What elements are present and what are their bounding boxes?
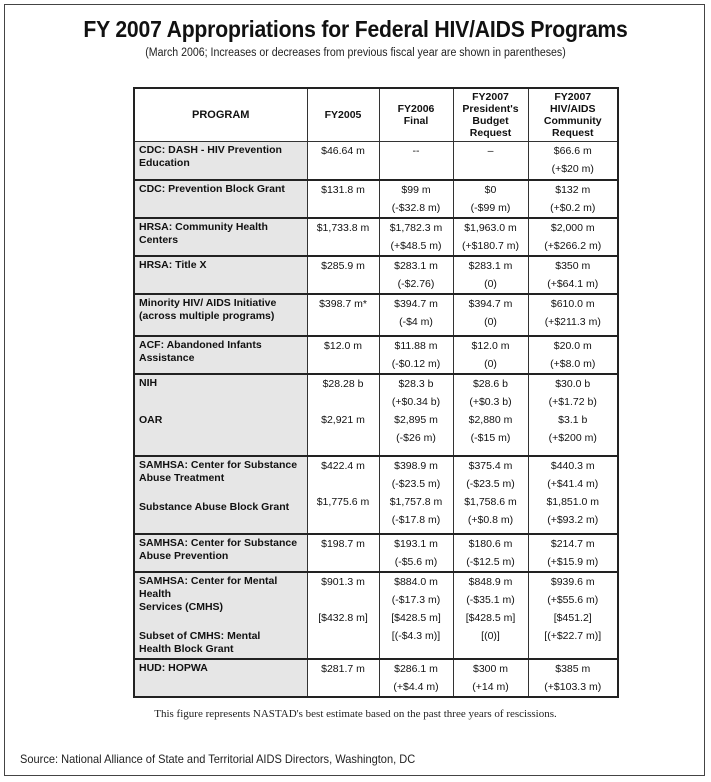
col-header-fy2005: FY2005	[307, 88, 379, 142]
fy2006-change: (-$32.8 m)	[391, 201, 441, 214]
fy2005-value: $12.0 m	[324, 339, 362, 352]
fy2005-value: $398.7 m*	[319, 297, 367, 310]
page-subtitle: (March 2006; Increases or decreases from previous fiscal year are shown in parentheses)	[145, 47, 566, 59]
fy2006-change: (-$17.3 m)	[391, 593, 441, 606]
pres-value: $394.7 m	[468, 297, 513, 310]
value-cell-comm	[528, 659, 618, 697]
fy2006-value: $884.0 m	[394, 575, 438, 588]
value-stack	[308, 660, 379, 696]
value-stack	[454, 257, 528, 293]
fy2005-value: $901.3 m	[321, 575, 365, 588]
comm-value: $3.1 b	[558, 413, 588, 426]
value-stack	[529, 181, 618, 217]
fy2006-value: --	[412, 145, 420, 157]
program-name-line: CDC: DASH - HIV Prevention	[139, 144, 282, 156]
value-stack	[308, 257, 379, 293]
pres-change: (-$99 m)	[470, 201, 511, 214]
value-cell-comm	[528, 456, 618, 534]
fy2006-value: $2,895 m	[394, 413, 438, 426]
program-name	[135, 181, 307, 198]
fy2006-change: (-$0.12 m)	[391, 357, 441, 370]
pres-change: (0)	[484, 315, 497, 328]
value-cell-fy2005	[307, 294, 379, 336]
fy2006-change: [(-$4.3 m)]	[391, 629, 441, 642]
table-row	[134, 374, 618, 456]
value-stack	[308, 457, 379, 529]
value-cell-comm	[528, 256, 618, 294]
page-title: FY 2007 Appropriations for Federal HIV/AIDS Programs	[83, 16, 628, 42]
comm-value: $385 m	[555, 662, 591, 675]
comm-change: (+$93.2 m)	[547, 513, 599, 526]
source-line: Source: National Alliance of State and Territorial AIDS Directors, Washington, DC	[20, 752, 416, 766]
value-cell-comm	[528, 374, 618, 456]
comm-change: (+$103.3 m)	[544, 680, 602, 693]
program-name	[135, 219, 307, 249]
value-stack	[529, 257, 618, 293]
value-stack	[380, 535, 453, 571]
pres-value: $0	[484, 183, 497, 196]
value-stack	[380, 457, 453, 529]
value-cell-fy2005	[307, 572, 379, 659]
fy2006-change: (-$17.8 m)	[391, 513, 441, 526]
col-header-president-line: Budget	[472, 115, 509, 127]
program-name-line: OAR	[139, 413, 163, 426]
value-stack	[308, 142, 379, 178]
empty-change	[308, 627, 379, 645]
comm-value: $939.6 m	[550, 575, 595, 588]
comm-value: $2,000 m	[550, 221, 595, 234]
col-header-president-line: FY2007	[472, 91, 509, 103]
value-stack	[454, 142, 528, 178]
value-stack	[454, 181, 528, 217]
value-cell-comm	[528, 218, 618, 256]
table-row	[134, 218, 618, 256]
program-name	[135, 660, 307, 677]
comm-value: $1,851.0 m	[546, 495, 600, 508]
value-stack	[380, 660, 453, 696]
value-cell-fy2005	[307, 256, 379, 294]
col-header-community-line: Community	[543, 115, 602, 127]
program-name-cell	[134, 142, 307, 180]
col-header-fy2006-line: FY2006	[397, 103, 435, 115]
program-name-line: Minority HIV/ AIDS Initiative	[139, 296, 277, 309]
empty-change	[308, 553, 379, 571]
comm-change: [(+$22.7 m)]	[544, 629, 602, 642]
fy2005-value: $28.28 b	[322, 377, 364, 390]
table-row	[134, 180, 618, 218]
value-stack	[380, 257, 453, 293]
program-name-line: HRSA: Community Health Centers	[139, 220, 268, 246]
value-cell-pres	[453, 659, 528, 697]
fy2005-value: $281.7 m	[321, 662, 365, 675]
value-cell-pres	[453, 456, 528, 534]
table-row	[134, 572, 618, 659]
comm-value: $214.7 m	[550, 537, 595, 550]
program-name-cell	[134, 534, 307, 572]
value-stack	[454, 660, 528, 696]
program-name-line: HUD: HOPWA	[139, 661, 208, 674]
fy2005-value: $285.9 m	[321, 259, 365, 272]
program-name	[135, 573, 307, 658]
comm-change: (+$64.1 m)	[547, 277, 599, 290]
program-name	[135, 142, 307, 172]
comm-change: (+$200 m)	[548, 431, 597, 444]
value-cell-fy2006	[379, 142, 453, 180]
fy2005-value: [$432.8 m]	[318, 611, 368, 624]
program-name-line: Substance Abuse Block Grant	[139, 500, 290, 513]
fy2006-change: (-$5.6 m)	[394, 555, 438, 568]
fy2006-change: (-$4 m)	[399, 315, 433, 328]
comm-change: (+$211.3 m)	[544, 315, 601, 328]
comm-change: (+$0.2 m)	[550, 201, 596, 214]
fy2006-value: $193.1 m	[394, 537, 438, 550]
value-cell-fy2006	[379, 256, 453, 294]
pres-value: $2,880 m	[468, 413, 513, 426]
table-row	[134, 534, 618, 572]
value-cell-fy2005	[307, 180, 379, 218]
value-stack	[454, 295, 528, 331]
pres-change	[454, 160, 528, 178]
program-name-cell	[134, 374, 307, 456]
value-stack	[529, 375, 618, 447]
value-cell-fy2005	[307, 218, 379, 256]
pres-value: $283.1 m	[468, 259, 513, 272]
value-cell-pres	[453, 374, 528, 456]
value-cell-pres	[453, 294, 528, 336]
value-cell-pres	[453, 142, 528, 180]
fy2006-value: $1,782.3 m	[389, 221, 443, 234]
pres-change: (-$23.5 m)	[466, 477, 515, 490]
empty-change	[308, 355, 379, 373]
empty-change	[308, 160, 379, 178]
pres-change: (+$180.7 m)	[462, 239, 519, 252]
value-stack	[529, 660, 618, 696]
program-name	[135, 375, 307, 429]
program-name-cell	[134, 336, 307, 374]
program-name	[135, 457, 307, 516]
fy2006-value: [$428.5 m]	[391, 611, 441, 624]
value-stack	[454, 375, 528, 447]
comm-change: (+$41.4 m)	[547, 477, 599, 490]
empty-change	[308, 591, 379, 609]
value-cell-comm	[528, 180, 618, 218]
col-header-community-line: Request	[552, 127, 594, 139]
program-name	[135, 295, 307, 325]
value-cell-fy2006	[379, 534, 453, 572]
spacer	[139, 614, 303, 630]
value-stack	[529, 142, 618, 178]
fy2005-value: $1,733.8 m	[316, 221, 370, 234]
fy2006-value: $398.9 m	[394, 459, 438, 472]
empty-change	[308, 237, 379, 255]
comm-change: (+$266.2 m)	[544, 239, 602, 252]
empty-change	[308, 393, 379, 411]
empty-change	[308, 429, 379, 447]
program-name-line: Education	[139, 157, 190, 169]
value-stack	[454, 219, 528, 255]
table-row	[134, 142, 618, 180]
value-cell-fy2005	[307, 374, 379, 456]
table-row	[134, 256, 618, 294]
program-name-cell	[134, 572, 307, 659]
empty-change	[308, 199, 379, 217]
value-stack	[308, 375, 379, 447]
program-name	[135, 535, 307, 565]
program-name	[135, 257, 307, 274]
pres-value: –	[487, 145, 494, 157]
value-stack	[308, 181, 379, 217]
pres-value: [$428.5 m]	[465, 611, 516, 624]
program-name-line: Abuse Prevention	[139, 549, 229, 562]
pres-value: $1,758.6 m	[464, 495, 517, 508]
value-stack	[308, 337, 379, 373]
fy2005-value: $2,921 m	[321, 413, 365, 426]
value-cell-fy2006	[379, 572, 453, 659]
value-stack	[454, 457, 528, 529]
value-cell-fy2006	[379, 336, 453, 374]
program-name-cell	[134, 456, 307, 534]
fy2006-value: $394.7 m	[394, 297, 438, 310]
table-row	[134, 456, 618, 534]
comm-value: $132 m	[555, 183, 591, 196]
col-header-fy2006	[379, 88, 453, 142]
spacer	[139, 485, 303, 501]
value-cell-comm	[528, 336, 618, 374]
empty-change	[308, 511, 379, 529]
pres-value: $300 m	[472, 662, 509, 675]
program-name-line: SAMHSA: Center for Mental Health	[139, 574, 278, 600]
col-header-president	[453, 88, 528, 142]
value-cell-fy2005	[307, 336, 379, 374]
fy2006-value: $11.88 m	[394, 339, 438, 352]
pres-change: [(0)]	[481, 629, 500, 642]
comm-change: (+$55.6 m)	[547, 593, 599, 606]
fy2006-change: (-$23.5 m)	[391, 477, 441, 490]
fy2006-value: $1,757.8 m	[389, 495, 443, 508]
value-stack	[380, 573, 453, 645]
program-name-line: Subset of CMHS: Mental	[139, 629, 261, 642]
value-cell-pres	[453, 180, 528, 218]
empty-change	[308, 678, 379, 696]
col-header-president-line: Request	[469, 127, 512, 139]
value-stack	[529, 337, 618, 373]
value-cell-fy2005	[307, 659, 379, 697]
empty-change	[308, 275, 379, 293]
fy2006-value: $286.1 m	[394, 662, 438, 675]
pres-change: (-$15 m)	[470, 431, 511, 444]
value-stack	[454, 337, 528, 373]
col-header-community-line: HIV/AIDS	[549, 103, 596, 115]
pres-change: (+$0.8 m)	[467, 513, 514, 526]
value-stack	[529, 295, 618, 331]
pres-value: $12.0 m	[471, 339, 510, 352]
value-stack	[529, 573, 618, 645]
value-cell-pres	[453, 534, 528, 572]
value-cell-pres	[453, 336, 528, 374]
comm-change: (+$15.9 m)	[547, 555, 599, 568]
col-header-president-line: President's	[462, 103, 519, 115]
program-name-cell	[134, 294, 307, 336]
spacer	[139, 390, 303, 414]
fy2006-value: $28.3 b	[398, 377, 434, 390]
comm-value: $440.3 m	[550, 459, 595, 472]
pres-value: $1,963.0 m	[464, 221, 517, 234]
table-header-row	[134, 88, 618, 142]
fy2006-change: (-$2.76)	[397, 277, 435, 290]
pres-change: (-$35.1 m)	[466, 593, 515, 606]
col-header-community-line: FY2007	[554, 91, 592, 103]
empty-change	[308, 313, 379, 331]
value-cell-pres	[453, 218, 528, 256]
value-stack	[454, 535, 528, 571]
value-stack	[529, 457, 618, 529]
pres-change: (0)	[484, 357, 497, 370]
comm-value: $66.6 m	[553, 145, 592, 157]
value-cell-fy2006	[379, 659, 453, 697]
fy2006-change: (-$26 m)	[396, 431, 436, 444]
fy2006-value: $99 m	[401, 183, 431, 196]
comm-value: [$451.2]	[553, 611, 592, 624]
fy2005-value: $198.7 m	[321, 537, 365, 550]
pres-change: (+$0.3 b)	[469, 395, 512, 408]
col-header-fy2006-line: Final	[403, 115, 429, 127]
appropriations-table	[133, 87, 619, 698]
value-cell-fy2006	[379, 374, 453, 456]
program-name-line: Services (CMHS)	[139, 600, 224, 613]
pres-value: $180.6 m	[468, 537, 513, 550]
value-stack	[529, 219, 618, 255]
table-row	[134, 659, 618, 697]
pres-value: $375.4 m	[468, 459, 513, 472]
program-name-cell	[134, 218, 307, 256]
value-stack	[308, 219, 379, 255]
fy2005-value: $422.4 m	[321, 459, 365, 472]
comm-value: $350 m	[555, 259, 591, 272]
program-name-line: SAMHSA: Center for Substance	[139, 458, 298, 471]
value-stack	[380, 375, 453, 447]
value-stack	[308, 573, 379, 645]
comm-change: (+$1.72 b)	[548, 395, 597, 408]
fy2006-change: (+$48.5 m)	[390, 239, 442, 252]
program-name-line: NIH	[139, 376, 158, 389]
program-name-line: Health Block Grant	[139, 642, 234, 655]
fy2006-change: (+$0.34 b)	[391, 395, 441, 408]
value-cell-comm	[528, 294, 618, 336]
value-cell-pres	[453, 572, 528, 659]
pres-value: $848.9 m	[468, 575, 513, 588]
empty-change	[308, 475, 379, 493]
value-stack	[380, 337, 453, 373]
value-cell-fy2005	[307, 142, 379, 180]
fy2006-change	[380, 160, 453, 178]
pres-change: (-$12.5 m)	[466, 555, 515, 568]
value-cell-pres	[453, 256, 528, 294]
value-cell-fy2006	[379, 456, 453, 534]
value-cell-fy2006	[379, 218, 453, 256]
comm-change: (+$20 m)	[551, 163, 594, 175]
pres-change: (0)	[484, 277, 497, 290]
value-cell-fy2005	[307, 456, 379, 534]
comm-change: (+$8.0 m)	[550, 357, 596, 370]
program-name-cell	[134, 659, 307, 697]
comm-value: $610.0 m	[550, 297, 595, 310]
col-header-community	[528, 88, 618, 142]
value-stack	[529, 535, 618, 571]
col-header-program: PROGRAM	[134, 88, 307, 142]
value-cell-comm	[528, 534, 618, 572]
fy2005-value: $1,775.6 m	[316, 495, 370, 508]
comm-value: $30.0 b	[555, 377, 591, 390]
program-name-line: CDC: Prevention Block Grant	[139, 182, 285, 195]
comm-value: $20.0 m	[553, 339, 592, 352]
value-stack	[308, 535, 379, 571]
program-name-line: Abuse Treatment	[139, 471, 225, 484]
fy2006-value: $283.1 m	[394, 259, 438, 272]
value-cell-comm	[528, 142, 618, 180]
fy2005-value: $46.64 m	[321, 145, 365, 157]
program-name-cell	[134, 180, 307, 218]
value-cell-comm	[528, 572, 618, 659]
pres-value: $28.6 b	[472, 377, 509, 390]
program-name	[135, 337, 307, 367]
value-stack	[380, 219, 453, 255]
program-name-line: HRSA: Title X	[139, 258, 207, 271]
program-name-cell	[134, 256, 307, 294]
value-stack	[380, 181, 453, 217]
pres-change: (+14 m)	[472, 680, 509, 693]
table-row	[134, 336, 618, 374]
value-stack	[308, 295, 379, 331]
value-stack	[380, 295, 453, 331]
value-stack	[380, 142, 453, 178]
value-cell-fy2006	[379, 294, 453, 336]
fy2005-value: $131.8 m	[321, 183, 365, 196]
value-cell-fy2005	[307, 534, 379, 572]
footnote: This figure represents NASTAD's best estimate based on the past three years of rescissions.	[154, 708, 557, 720]
program-name-line: (across multiple programs)	[139, 309, 275, 322]
program-name-line: ACF: Abandoned Infants Assistance	[139, 338, 262, 364]
program-name-line: SAMHSA: Center for Substance	[139, 536, 298, 549]
table-row	[134, 294, 618, 336]
value-cell-fy2006	[379, 180, 453, 218]
value-stack	[454, 573, 528, 645]
fy2006-change: (+$4.4 m)	[393, 680, 439, 693]
